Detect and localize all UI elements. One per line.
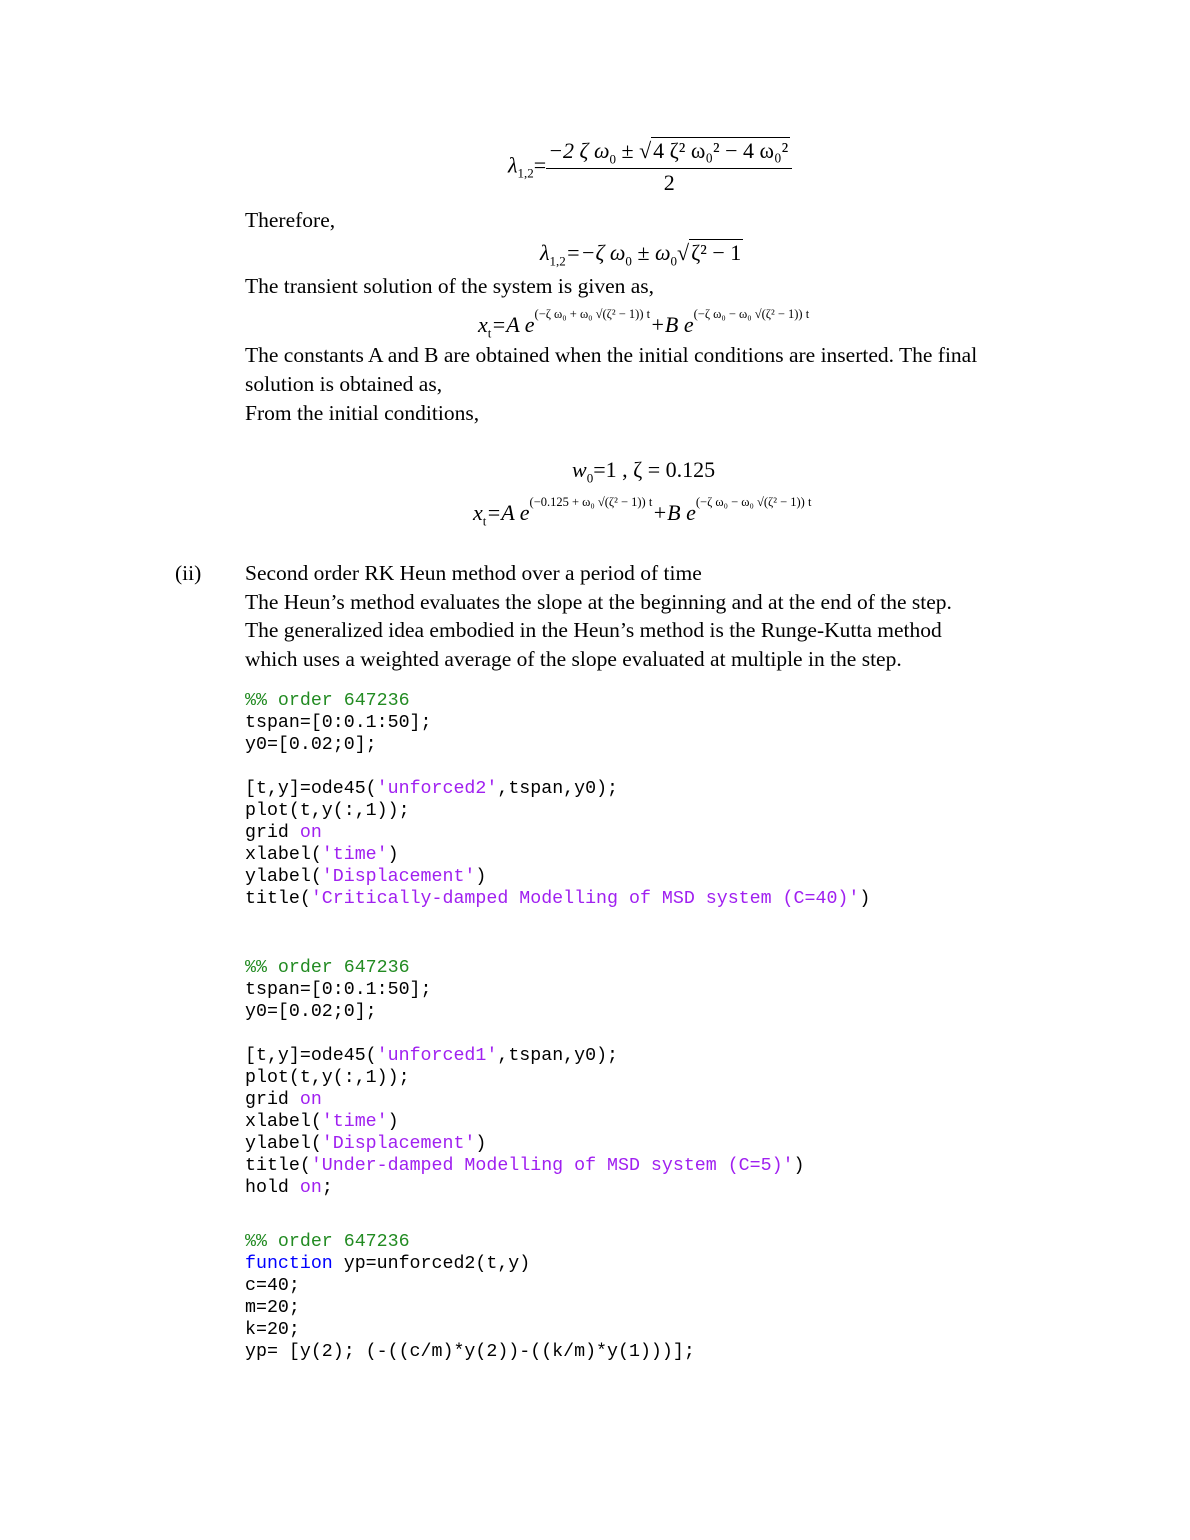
section-paragraph-line-3: which uses a weighted average of the slope evaluated at multiple in the step. [245, 647, 902, 671]
constants-paragraph-line-2: solution is obtained as, [245, 372, 443, 396]
lambda-subscript: 1,2 [517, 165, 534, 181]
section-number: (ii) [175, 561, 202, 585]
section-heading: Second order RK Heun method over a period of time [245, 561, 702, 585]
equation-final-solution: $x_t=A$ $e^{(-0.125 + \omega_0 √(\zeta^2 - 1)) t}+B$ $e^{(-\zeta \omega_0 - \omega_0 √(\zeta^2 - 1)) t}$ [473, 495, 812, 529]
denominator: 2 [663, 170, 675, 196]
therefore-text: Therefore, [245, 208, 336, 232]
transient-intro-text: The transient solution of the system is given as, [245, 274, 655, 298]
equation-initial-values: $w_0=1$ , ζ = 0.125 [572, 457, 716, 486]
numerator: −2 ζ $\omega_0 \pm √4$ ζ² ω₀² − 4 ω₀² [546, 138, 792, 169]
equation-lambda-quadratic: $\lambda_{1,2}=$ $\frac{-2 \zeta \omega_0 \pm √4 \zeta^2 \omega_0^2 - 4 \omega_0^2}{2}$ [508, 138, 792, 196]
radicand: 4 ζ² ω₀² − 4 ω₀² [653, 138, 789, 163]
section-paragraph-line-2: The generalized idea embodied in the Heun’s method is the Runge-Kutta method [245, 618, 942, 642]
lambda-symbol: λ [508, 152, 518, 178]
section-paragraph-line-1: The Heun’s method evaluates the slope at the beginning and at the end of the step. [245, 590, 952, 614]
code-block-under-damped: %% order 647236 tspan=[0:0.1:50]; y0=[0.02;0]; [t,y]=ode45('unforced1',tspan,y0); plot(t,y(:,1)); grid on xlabel('time') ylabel('Displacement') title('Under-damped Modelling of MSD system (C=5)') hold on; [245, 958, 805, 1198]
code-block-function-unforced2: %% order 647236 function yp=unforced2(t,y) c=40; m=20; k=20; yp= [y(2); (-((c/m)*y(2))-((k/m)*y(1)))]; [245, 1232, 695, 1362]
code-block-critically-damped: %% order 647236 tspan=[0:0.1:50]; y0=[0.02;0]; [t,y]=ode45('unforced2',tspan,y0); plot(t,y(:,1)); grid on xlabel('time') ylabel('Displacement') title('Critically-damped Modelling of MSD system (C=40)') [245, 691, 871, 909]
constants-paragraph-line-1: The constants A and B are obtained when the initial conditions are inserted. The final [245, 343, 978, 367]
equation-lambda-simplified: $\lambda_{1,2}=-\zeta$ $\omega_0 \pm \omega_0√\zeta^2 - 1$ [540, 240, 742, 269]
equation-transient-solution: $x_t=A$ $e^{(-\zeta \omega_0 + \omega_0 √(\zeta^2 - 1)) t}+B$ $e^{(-\zeta \omega_0 - \omega_0 √(\zeta^2 - 1)) t}$ [478, 307, 810, 341]
from-initial-text: From the initial conditions, [245, 401, 480, 425]
fraction [546, 138, 792, 196]
